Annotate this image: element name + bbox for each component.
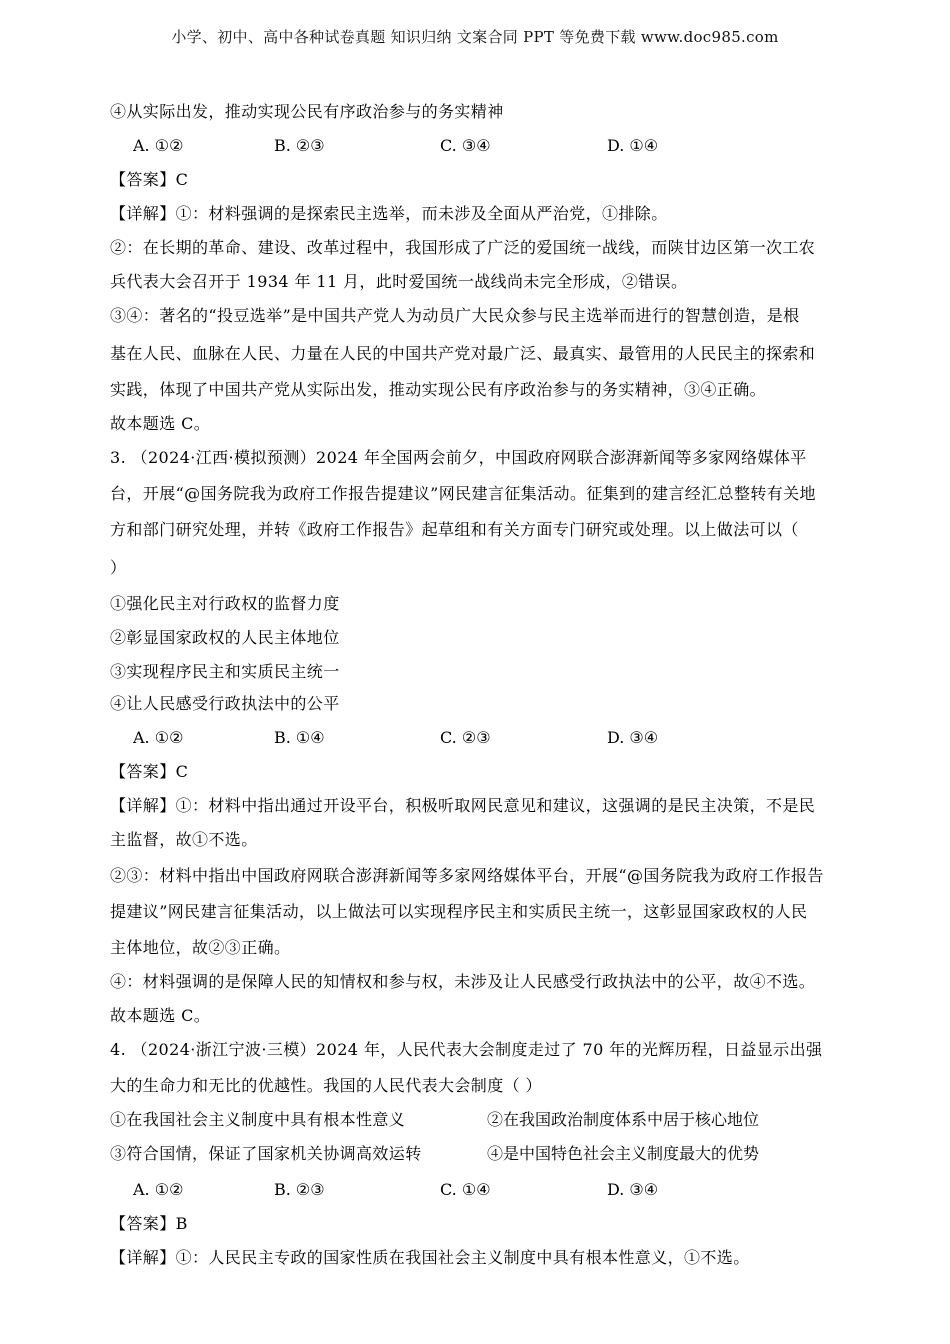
q3-detail-line: ②③：材料中指出中国政府网联合澎湃新闻等多家网络媒体平台，开展“@国务院我为政府工作报告: [110, 866, 824, 885]
q2-statement-4: ④从实际出发，推动实现公民有序政治参与的务实精神: [110, 102, 504, 121]
q4-statement-3: ③符合国情，保证了国家机关协调高效运转: [110, 1144, 422, 1163]
q2-choice-b: B. ②③: [274, 136, 325, 155]
q2-detail-line: 实践，体现了中国共产党从实际出发，推动实现公民有序政治参与的务实精神，③④正确。: [110, 380, 767, 399]
q2-detail-line: ②：在长期的革命、建设、改革过程中，我国形成了广泛的爱国统一战线，而陕甘边区第一次工农: [110, 238, 816, 257]
q4-statement-1: ①在我国社会主义制度中具有根本性意义: [110, 1110, 406, 1129]
q2-detail-line: 故本题选 C。: [110, 414, 211, 433]
q3-stem-line: 3. （2024·江西·模拟预测）2024 年全国两会前夕，中国政府网联合澎湃新闻等多家网络媒体平: [110, 448, 807, 467]
q3-choice-a: A. ①②: [133, 728, 184, 747]
q4-statement-2: ②在我国政治制度体系中居于核心地位: [487, 1110, 760, 1129]
q2-detail-line: 基在人民、血脉在人民、力量在人民的中国共产党对最广泛、最真实、最管用的人民民主的探索和: [110, 344, 816, 363]
q4-answer: 【答案】B: [110, 1214, 188, 1233]
q4-choice-a: A. ①②: [133, 1180, 184, 1199]
q3-detail-line: 【详解】①：材料中指出通过开设平台，积极听取网民意见和建议，这强调的是民主决策，不是民: [110, 796, 816, 815]
q4-statement-4: ④是中国特色社会主义制度最大的优势: [487, 1144, 760, 1163]
q3-detail-line: 主体地位，故②③正确。: [110, 938, 291, 957]
q2-detail-line: 兵代表大会召开于 1934 年 11 月，此时爱国统一战线尚未完全形成，②错误。: [110, 272, 688, 291]
q3-detail-line: ④：材料强调的是保障人民的知情权和参与权，未涉及让人民感受行政执法中的公平，故④不选。: [110, 972, 816, 991]
q3-choice-b: B. ①④: [274, 728, 325, 747]
q2-choice-a: A. ①②: [133, 136, 184, 155]
q3-statement-3: ③实现程序民主和实质民主统一: [110, 662, 340, 681]
q3-choice-d: D. ③④: [607, 728, 659, 747]
q3-stem-line: 方和部门研究处理，并转《政府工作报告》起草组和有关方面专门研究或处理。以上做法可以（: [110, 520, 799, 539]
q3-stem-line: ）: [110, 558, 127, 577]
q2-answer: 【答案】C: [110, 170, 189, 189]
q2-detail-line: ③④：著名的“投豆选举”是中国共产党人为动员广大民众参与民主选举而进行的智慧创造，是根: [110, 306, 800, 325]
q2-detail-line: 【详解】①：材料强调的是探索民主选举，而未涉及全面从严治党，①排除。: [110, 204, 668, 223]
q4-stem-line: 4. （2024·浙江宁波·三模）2024 年，人民代表大会制度走过了 70 年的光辉历程，日益显示出强: [110, 1040, 823, 1059]
q3-answer: 【答案】C: [110, 762, 189, 781]
q3-statement-2: ②彰显国家政权的人民主体地位: [110, 628, 340, 647]
q4-detail-line: 【详解】①：人民民主专政的国家性质在我国社会主义制度中具有根本性意义，①不选。: [110, 1248, 750, 1267]
q3-statement-1: ①强化民主对行政权的监督力度: [110, 594, 340, 613]
q3-stem-line: 台，开展“@国务院我为政府工作报告提建议”网民建言征集活动。征集到的建言经汇总整转有关地: [110, 484, 816, 503]
q4-choice-b: B. ②③: [274, 1180, 325, 1199]
q2-choice-d: D. ①④: [607, 136, 659, 155]
q3-detail-line: 主监督，故①不选。: [110, 830, 258, 849]
q3-statement-4: ④让人民感受行政执法中的公平: [110, 694, 340, 713]
q2-choice-c: C. ③④: [440, 136, 491, 155]
q4-choice-d: D. ③④: [607, 1180, 659, 1199]
q3-detail-line: 故本题选 C。: [110, 1006, 211, 1025]
q3-detail-line: 提建议”网民建言征集活动，以上做法可以实现程序民主和实质民主统一，这彰显国家政权的人民: [110, 902, 808, 921]
q4-stem-line: 大的生命力和无比的优越性。我国的人民代表大会制度（ ）: [110, 1076, 542, 1095]
q3-choice-c: C. ②③: [440, 728, 491, 747]
q4-choice-c: C. ①④: [440, 1180, 491, 1199]
page-header: 小学、初中、高中各种试卷真题 知识归纳 文案合同 PPT 等免费下载 www.doc985.com: [171, 28, 779, 46]
